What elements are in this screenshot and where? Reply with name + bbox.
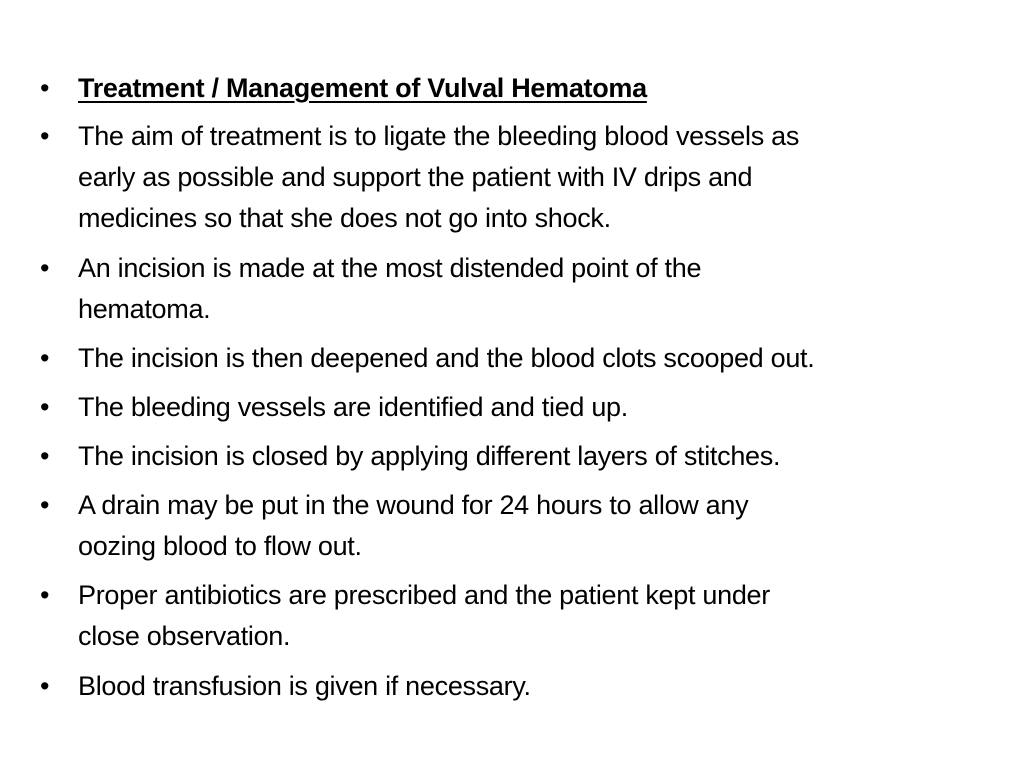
bullet-icon: • [40, 253, 50, 283]
bullet-text [78, 436, 978, 477]
bullet-icon: • [40, 580, 50, 610]
bullet-text [78, 116, 978, 239]
bullet-line: Blood transfusion is given if necessary. [78, 671, 531, 701]
bullet-text [78, 485, 978, 567]
bullet-line: A drain may be put in the wound for 24 hours to allow any [78, 490, 749, 520]
bullet-text [78, 666, 978, 707]
bullet-line: close observation. [78, 621, 291, 651]
bullet-line: The incision is closed by applying different layers of stitches. [78, 441, 781, 471]
bullet-text [78, 387, 978, 428]
slide-heading: Treatment / Management of Vulval Hematoma [78, 73, 647, 103]
bullet-icon: • [40, 121, 50, 151]
bullet-line: The aim of treatment is to ligate the bleeding blood vessels as [78, 121, 800, 151]
bullet-icon: • [40, 343, 50, 373]
bullet-icon: • [40, 671, 50, 701]
bullet-text [78, 338, 978, 379]
bullet-icon: • [40, 441, 50, 471]
bullet-line: Proper antibiotics are prescribed and the patient kept under [78, 580, 770, 610]
bullet-line: early as possible and support the patient with IV drips and [78, 162, 753, 192]
bullet-text [78, 575, 978, 657]
bullet-text [78, 248, 978, 330]
bullet-icon: • [40, 73, 50, 103]
bullet-line: hematoma. [78, 294, 211, 324]
bullet-line: oozing blood to flow out. [78, 531, 362, 561]
bullet-icon: • [40, 392, 50, 422]
bullet-icon: • [40, 490, 50, 520]
bullet-line: medicines so that she does not go into shock. [78, 203, 611, 233]
bullet-line: The incision is then deepened and the blood clots scooped out. [78, 343, 815, 373]
bullet-line: An incision is made at the most distended point of the [78, 253, 702, 283]
bullet-line: The bleeding vessels are identified and tied up. [78, 392, 628, 422]
